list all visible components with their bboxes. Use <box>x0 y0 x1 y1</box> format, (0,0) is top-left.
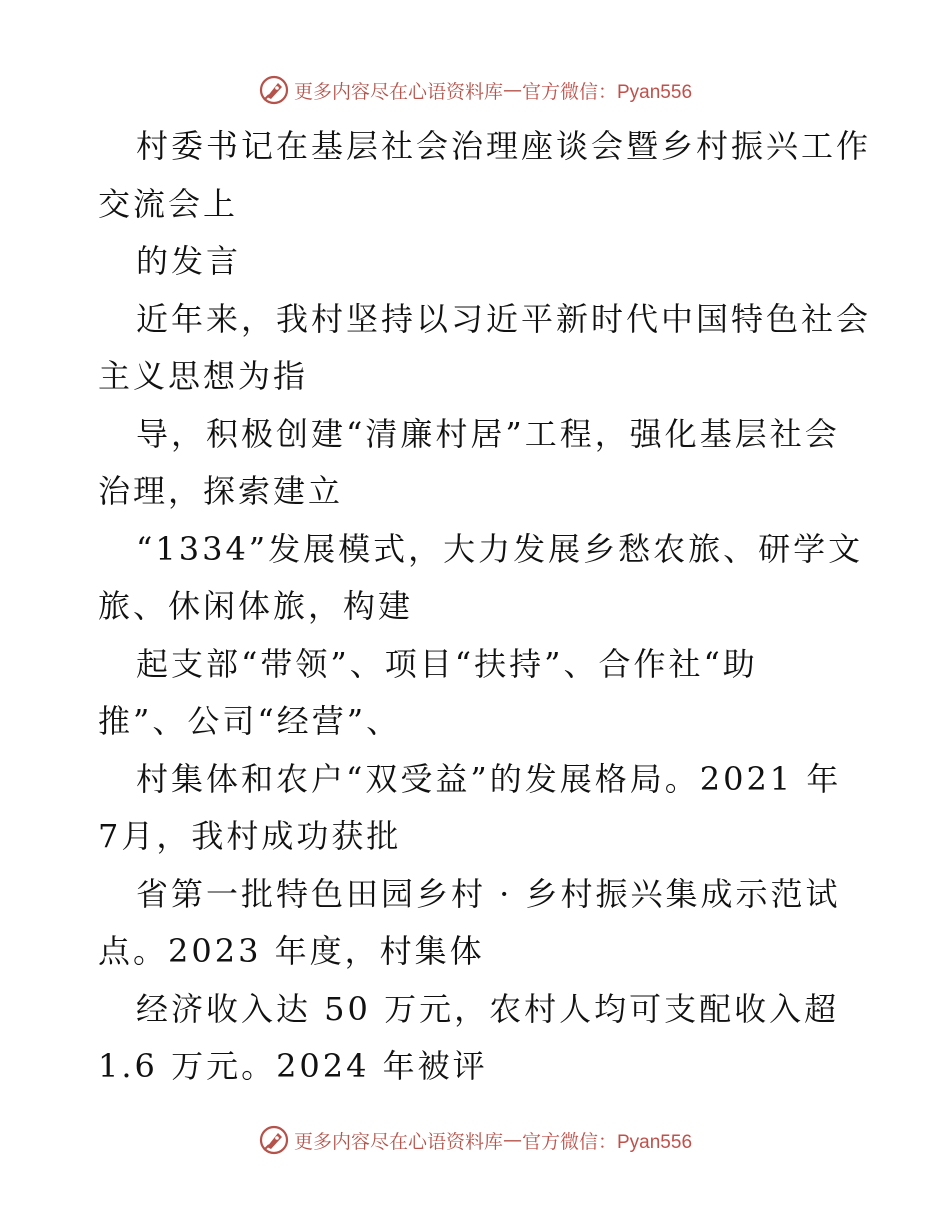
text-line: 7月，我村成功获批 <box>98 817 402 855</box>
pen-nib-logo-icon <box>258 1124 290 1156</box>
text-line: 近年来，我村坚持以习近平新时代中国特色社会 <box>136 299 872 338</box>
text-line: 1.6 万元。2024 年被评 <box>98 1047 488 1085</box>
text-line: 村委书记在基层社会治理座谈会暨乡村振兴工作 <box>136 127 872 165</box>
text-line: 治理，探索建立 <box>98 472 344 510</box>
footer-watermark <box>0 1120 950 1160</box>
text-line: 点。2023 年度，村集体 <box>98 932 485 970</box>
text-line: 旅、休闲体旅，构建 <box>98 587 414 625</box>
watermark-contact: 官方微信：Pyan556 <box>522 81 693 103</box>
document-body <box>98 118 872 1096</box>
pen-nib-logo-icon <box>258 74 290 106</box>
watermark-separator: — <box>503 1129 522 1151</box>
watermark-separator: — <box>503 79 522 101</box>
header-watermark <box>0 70 950 110</box>
text-line: 的发言 <box>136 242 242 280</box>
text-line: 交流会上 <box>98 184 239 223</box>
text-line: 主义思想为指 <box>98 357 309 395</box>
text-line: “1334”发展模式，大力发展乡愁农旅、研学文 <box>136 529 864 568</box>
text-line: 起支部“带领”、项目“扶持”、合作社“助 <box>136 644 758 683</box>
text-line: 村集体和农户“双受益”的发展格局。2021 年 <box>136 759 842 798</box>
watermark-text: 更多内容尽在心语资料库 <box>293 80 503 103</box>
watermark-contact: 官方微信：Pyan556 <box>522 1131 693 1153</box>
text-line: 省第一批特色田园乡村 · 乡村振兴集成示范试 <box>136 874 841 913</box>
text-line: 推”、公司“经营”、 <box>98 702 402 740</box>
text-line: 导，积极创建“清廉村居”工程，强化基层社会 <box>136 414 840 453</box>
watermark-text: 更多内容尽在心语资料库 <box>293 1130 503 1153</box>
text-line: 经济收入达 50 万元，农村人均可支配收入超 <box>136 989 840 1028</box>
